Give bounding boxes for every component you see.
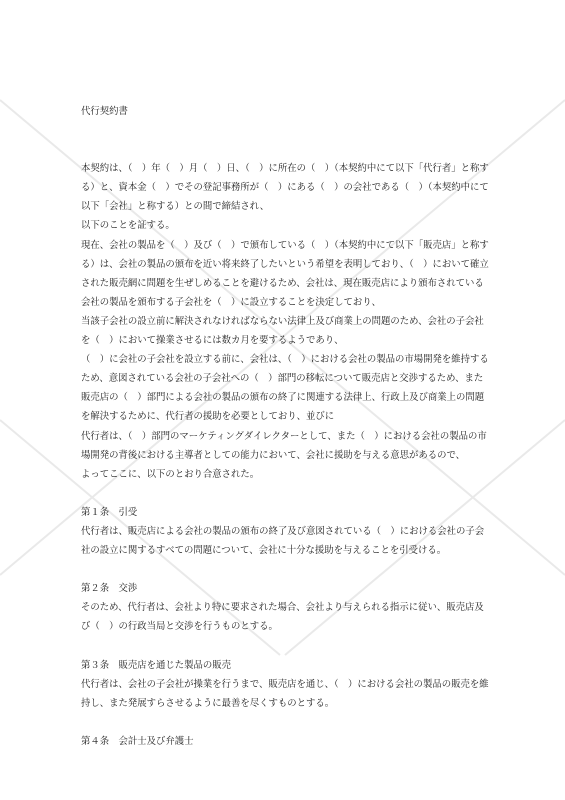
spacer xyxy=(81,713,491,732)
spacer xyxy=(81,140,491,159)
preamble-paragraph: 当該子会社の設立前に解決されなければならない法律上及び商業上の問題のため、会社の子会社を（ ）において操業させるには数カ月を要するようであり、 xyxy=(81,315,484,347)
article-heading: 第２条 交渉 xyxy=(81,583,138,595)
article-1 xyxy=(81,503,491,560)
article-body: そのため、代行者は、会社より特に要求された場合、会社より与えられる指示に従い、販売店及び（ ）の行政当局と交渉を行うものとする。 xyxy=(81,602,484,633)
document-title: 代行契約書 xyxy=(81,106,128,117)
preamble xyxy=(81,159,491,484)
article-heading: 第１条 引受 xyxy=(81,506,138,518)
contract-document xyxy=(81,102,491,751)
spacer xyxy=(81,484,491,503)
article-body: 代行者は、販売店による会社の製品の頒布の終了及び意図されている（ ）における会社の子会社の設立に関するすべての問題について、会社に十分な援助を与えることを引受ける。 xyxy=(81,525,485,557)
preamble-paragraph: 代行者は、（ ）部門のマーケティングダイレクターとして、また（ ）における会社の製品の市場開発の背後における主導者としての能力において、会社に援助を与える意思があるので、 xyxy=(81,430,487,461)
spacer xyxy=(81,560,491,579)
preamble-paragraph: よってここに、以下のとおり合意された。 xyxy=(81,468,260,480)
article-body: 代行者は、会社の子会社が操業を行うまで、販売店を通じ、（ ）における会社の製品の販売を維持し、また発展すらさせるように最善を尽くすものとする。 xyxy=(81,678,489,709)
article-heading: 第４条 会計士及び弁護士 xyxy=(81,736,194,747)
article-3 xyxy=(81,656,491,713)
spacer xyxy=(81,637,491,656)
article-heading: 第３条 販売店を通じた製品の販売 xyxy=(81,659,232,671)
preamble-paragraph: 本契約は、（ ）年（ ）月（ ）日、（ ）に所在の（ ）（本契約中にて以下「代行者」と称する）と、資本金（ ）でその登記事務所が（ ）にある（ ）の会社である（ ）（本契約中にて以下「会社」と称する）との間で締結され、 xyxy=(81,163,489,213)
article-4 xyxy=(81,732,491,751)
preamble-paragraph: 以下のことを証する。 xyxy=(81,220,175,232)
article-2 xyxy=(81,579,491,636)
preamble-paragraph: （ ）に会社の子会社を設立する前に、会社は、（ ）における会社の製品の市場開発を維持するため、意図されている会社の子会社への（ ）部門の移転について販売店と交渉するため、また販売店の（ ）部門による会社の製品の頒布の終了に関連する法律上、行政上及び商業上の問題を解決するために、代行者の援助を必要としており、並びに xyxy=(81,354,489,423)
preamble-paragraph: 現在、会社の製品を（ ）及び（ ）で頒布している（ ）（本契約中にて以下「販売店」と称する）は、会社の製品の頒布を近い将来終了したいという希望を表明しており、（ ）において確立された販売網に問題を生ぜしめることを避けるため、会社は、現在販売店により頒布されている会社の製品を頒布する子会社を（ ）に設立することを決定しており、 xyxy=(81,239,489,308)
